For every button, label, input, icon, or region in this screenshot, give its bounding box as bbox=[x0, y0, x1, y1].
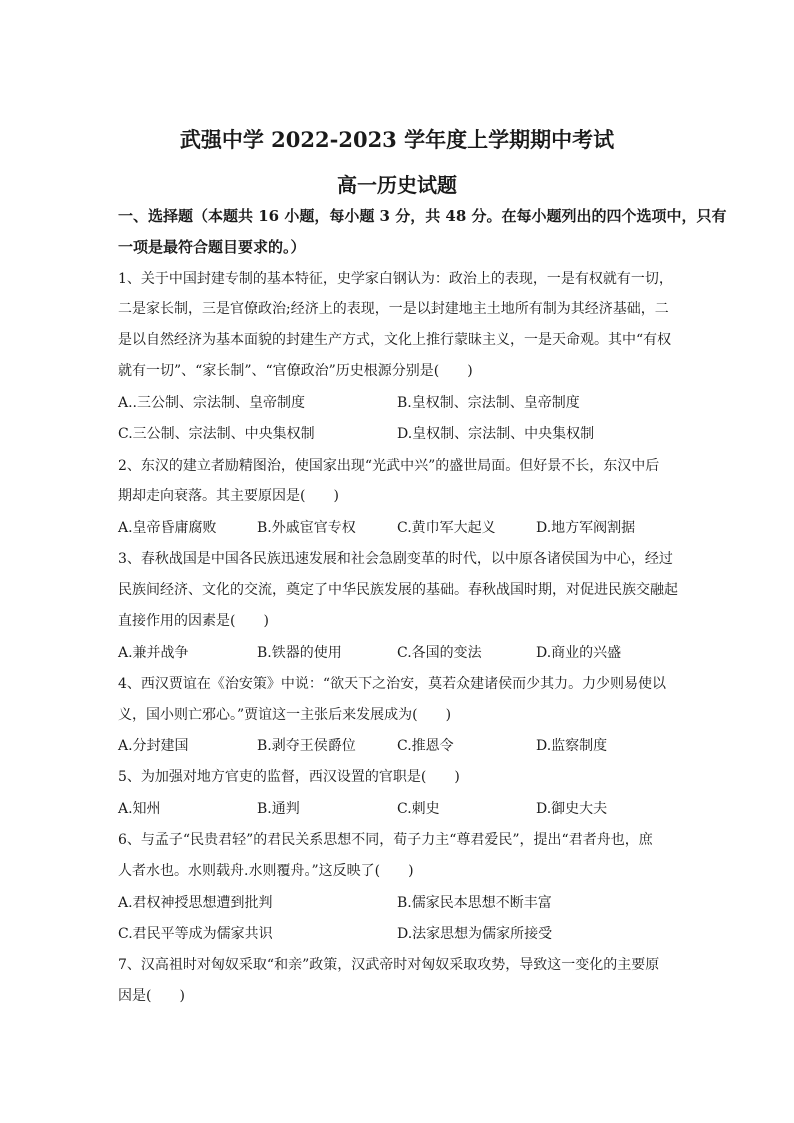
question-2-line-2: 期却走向衰落。其主要原因是( ) bbox=[118, 488, 339, 504]
question-2-line-1: 2、东汉的建立者励精图治，使国家出现“光武中兴”的盛世局面。但好景不长，东汉中后 bbox=[118, 458, 660, 474]
question-1-option-b: B.皇权制、宗法制、皇帝制度 bbox=[397, 395, 580, 411]
question-2-option-a: A.皇帝昏庸腐败 bbox=[118, 520, 217, 536]
question-6-option-c: C.君民平等成为儒家共识 bbox=[118, 926, 273, 942]
question-6-option-d: D.法家思想为儒家所接受 bbox=[397, 926, 553, 942]
question-5-line-1: 5、为加强对地方官吏的监督，西汉设置的官职是( ) bbox=[118, 769, 460, 785]
question-3-option-c: C.各国的变法 bbox=[397, 645, 482, 661]
question-6-line-2: 人者水也。水则载舟.水则覆舟。”这反映了( ) bbox=[118, 863, 414, 879]
question-3-option-b: B.铁器的使用 bbox=[257, 645, 342, 661]
question-1-option-a: A..三公制、宗法制、皇帝制度 bbox=[118, 395, 306, 411]
question-1-line-4: 就有一切”、“家长制”、“官僚政治”历史根源分别是( ) bbox=[118, 363, 473, 379]
question-3-line-2: 民族间经济、文化的交流，奠定了中华民族发展的基础。春秋战国时期，对促进民族交融起 bbox=[118, 582, 678, 598]
question-3-option-a: A.兼并战争 bbox=[118, 645, 189, 661]
question-6-option-b: B.儒家民本思想不断丰富 bbox=[397, 895, 552, 911]
section-heading-line-2: 一项是最符合题目要求的。） bbox=[118, 238, 306, 256]
question-3-line-3: 直接作用的因素是( ) bbox=[118, 613, 269, 629]
question-5-option-b: B.通判 bbox=[257, 801, 300, 817]
question-5-option-d: D.御史大夫 bbox=[536, 801, 608, 817]
question-3-line-1: 3、春秋战国是中国各民族迅速发展和社会急剧变革的时代，以中原各诸侯国为中心，经过 bbox=[118, 551, 673, 567]
question-1-line-2: 二是家长制，三是官僚政治;经济上的表现，一是以封建地主土地所有制为其经济基础，二 bbox=[118, 301, 669, 317]
question-4-option-c: C.推恩令 bbox=[397, 738, 454, 754]
question-6-option-a: A.君权神授思想遭到批判 bbox=[118, 895, 273, 911]
question-7-line-2: 因是( ) bbox=[118, 988, 185, 1004]
question-3-option-d: D.商业的兴盛 bbox=[536, 645, 622, 661]
question-1-line-1: 1、关于中国封建专制的基本特征，史学家白钢认为：政治上的表现，一是有权就有一切， bbox=[118, 271, 673, 287]
question-4-option-b: B.剥夺王侯爵位 bbox=[257, 738, 356, 754]
question-5-option-c: C.刺史 bbox=[397, 801, 440, 817]
question-1-option-d: D.皇权制、宗法制、中央集权制 bbox=[397, 426, 595, 442]
section-heading-line-1: 一、选择题（本题共 16 小题，每小题 3 分，共 48 分。在每小题列出的四个选项中，只有 bbox=[118, 207, 727, 225]
question-5-option-a: A.知州 bbox=[118, 801, 161, 817]
exam-title: 武强中学 2022-2023 学年度上学期期中考试 bbox=[179, 127, 615, 152]
question-4-option-a: A.分封建国 bbox=[118, 738, 189, 754]
question-1-line-3: 是以自然经济为基本面貌的封建生产方式，文化上推行蒙昧主义，一是天命观。其中“有权 bbox=[118, 332, 672, 348]
question-4-line-1: 4、西汉贾谊在《治安策》中说：“欲天下之治安，莫若众建诸侯而少其力。力少则易使以 bbox=[118, 676, 667, 692]
question-1-option-c: C.三公制、宗法制、中央集权制 bbox=[118, 426, 315, 442]
question-4-option-d: D.监察制度 bbox=[536, 738, 608, 754]
question-2-option-d: D.地方军阀割据 bbox=[536, 520, 636, 536]
question-4-line-2: 义，国小则亡邪心。”贾谊这一主张后来发展成为( ) bbox=[118, 707, 452, 723]
exam-subtitle: 高一历史试题 bbox=[337, 173, 457, 197]
question-2-option-b: B.外戚宦官专权 bbox=[257, 520, 356, 536]
question-7-line-1: 7、汉高祖时对匈奴采取“和亲”政策，汉武帝时对匈奴采取攻势，导致这一变化的主要原 bbox=[118, 957, 660, 973]
question-6-line-1: 6、与孟子“民贵君轻”的君民关系思想不同，荀子力主“尊君爱民”，提出“君者舟也，庶 bbox=[118, 832, 653, 848]
question-2-option-c: C.黄巾军大起义 bbox=[397, 520, 496, 536]
